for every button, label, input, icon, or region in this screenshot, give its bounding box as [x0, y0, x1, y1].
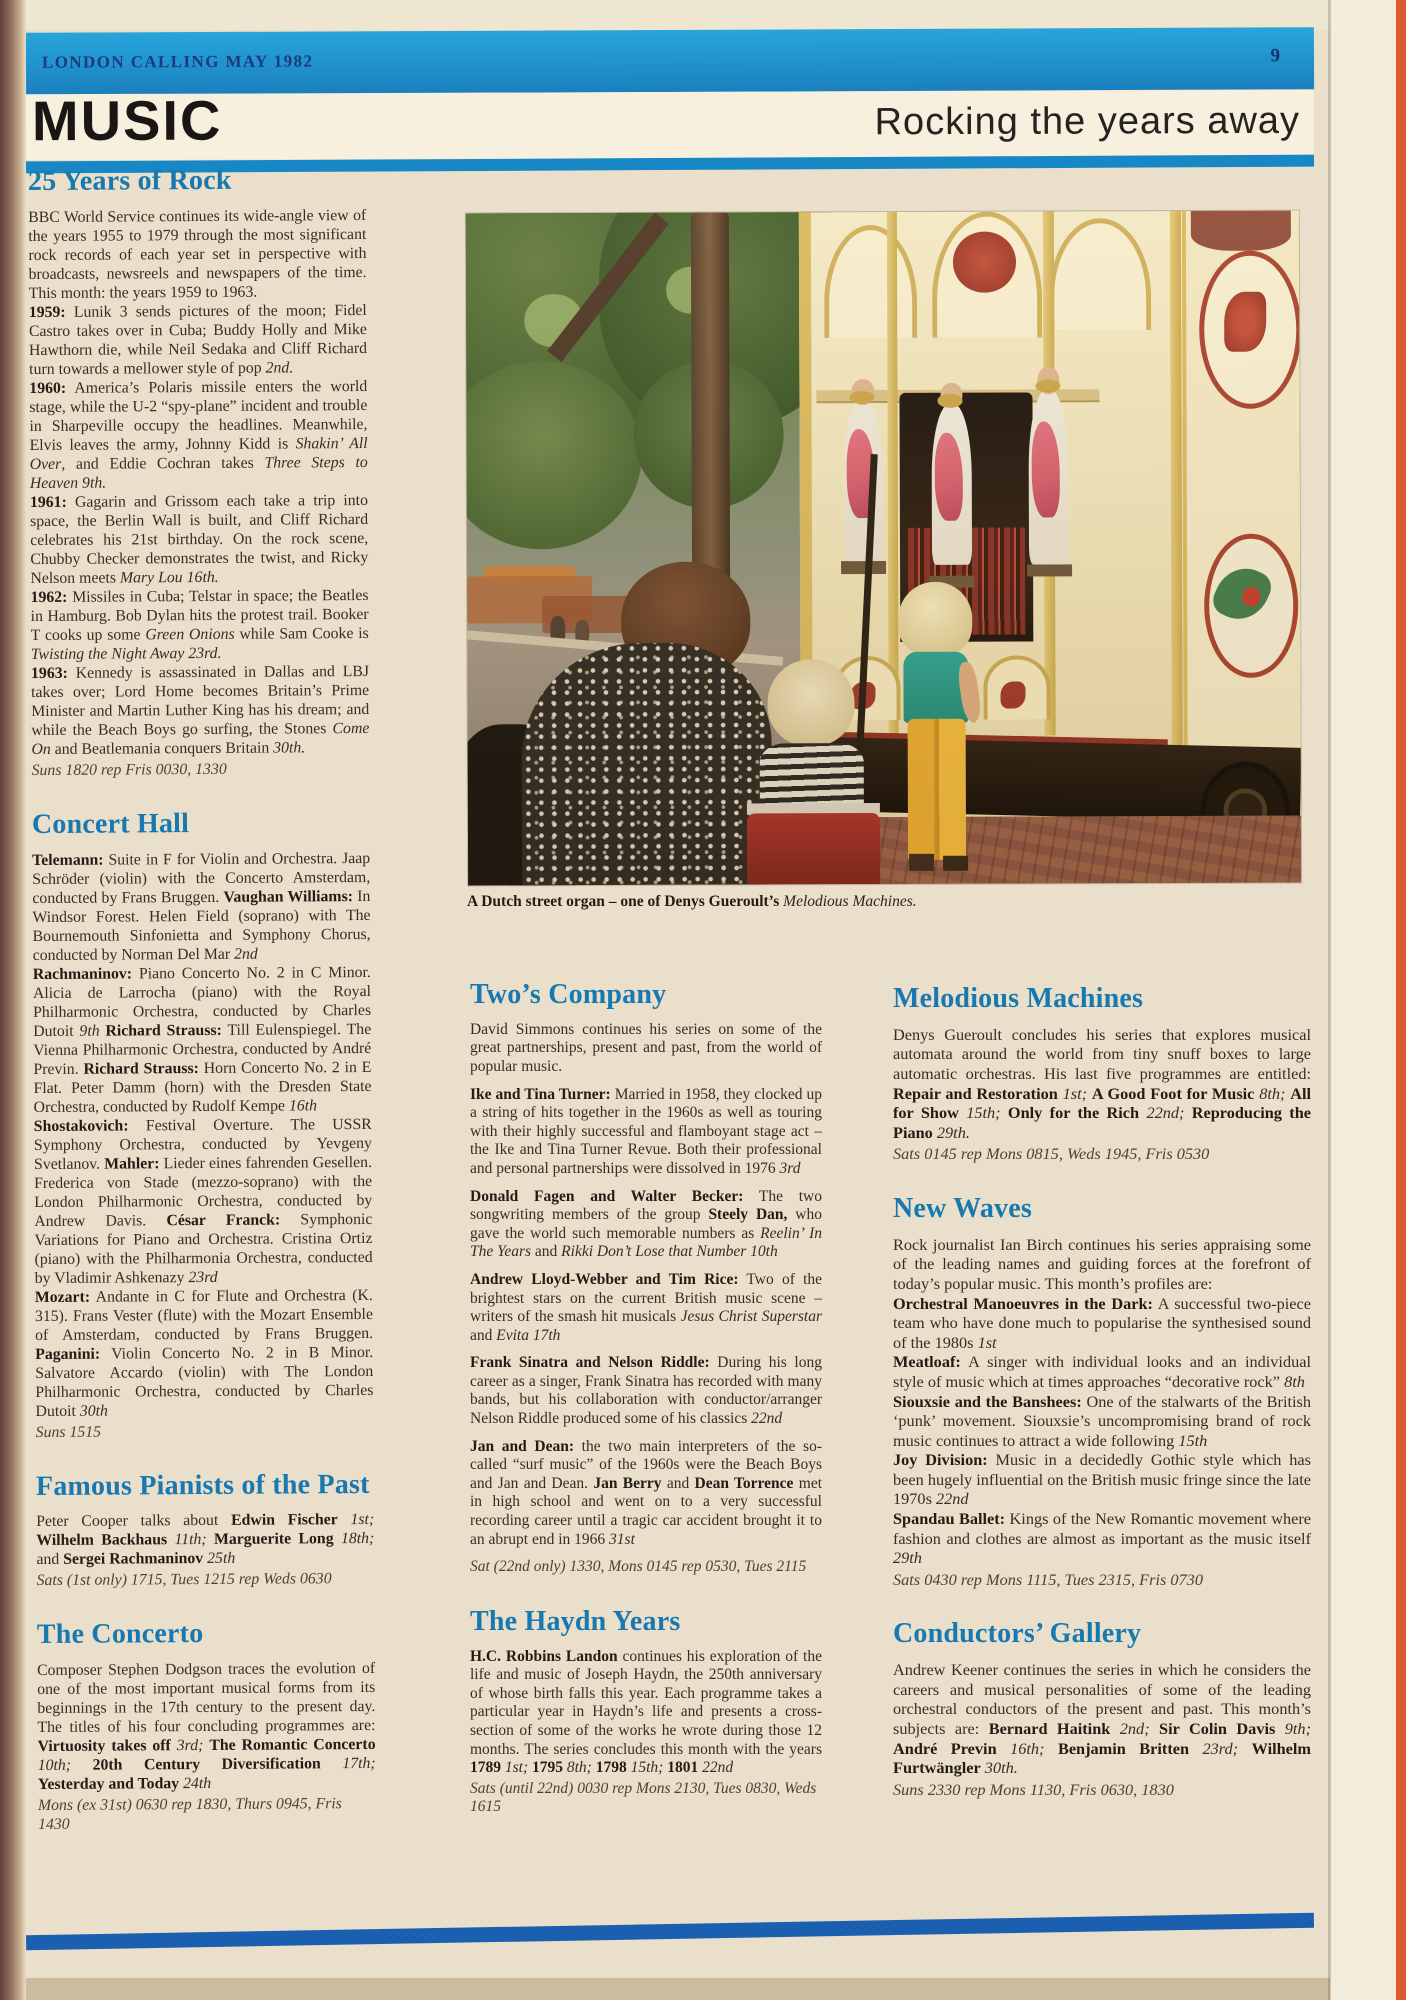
- paragraph: Andrew Keener continues the series in which he considers the careers and musical personalities of some of the leading orchestral conductors of the present and past. This month’s subjects are: Bernard Haitink 2nd; Sir Colin Davis 9th; André Previn 16th; Benjamin Britten 23rd; Wilhelm Furtwängler 30th.: [893, 1660, 1311, 1778]
- section-heading: The Concerto: [36, 1618, 204, 1651]
- paragraph: 1961: Gagarin and Grissom each take a trip into space, the Berlin Wall is built, and Cliff Richard celebrates his 21st birthday. On the rock scene, Chubby Checker demonstrates the twist, and Ricky Nelson meets Mary Lou 16th.: [29, 491, 369, 587]
- photo-caption: A Dutch street organ – one of Denys Gueroult’s Melodious Machines.: [467, 893, 917, 910]
- schedule-line: Sat (22nd only) 1330, Mons 0145 rep 0530, Tues 2115: [470, 1558, 807, 1576]
- organ-figurine: [843, 400, 884, 561]
- column-right: [893, 948, 1311, 1799]
- masthead-title: LONDON CALLING MAY 1982: [41, 51, 314, 72]
- paragraph: Siouxsie and the Banshees: One of the stalwarts of the British ‘punk’ movement. Siouxsie’s uncompromising brand of rock music continues to attract a wide following 15th: [893, 1391, 1311, 1450]
- paragraph: Denys Gueroult concludes his series that explores musical automata around the world from tiny snuff boxes to large automatic orchestras. His last five programmes are entitled: Repair and Restoration 1st; A Good Foot for Music 8th; All for Show 15th; Only for the Rich 22nd; Reproducing the Piano 29th.: [893, 1024, 1312, 1142]
- paragraph: 1959: Lunik 3 sends pictures of the moon; Fidel Castro takes over in Cuba; Buddy Holly and Mike Hawthorn die, while Neil Sedaka and Cliff Richard turn towards a mellower style of pop 2nd.: [28, 301, 368, 378]
- schedule-line: Sats 0430 rep Mons 1115, Tues 2315, Fris 0730: [893, 1569, 1203, 1589]
- section-heading: Conductors’ Gallery: [893, 1618, 1142, 1650]
- paragraph: Composer Stephen Dodgson traces the evolution of one of the most important musical forms from its beginnings in the 17th century to the present day. The titles of his four concluding programmes are: Virtuosity takes off 3rd; The Romantic Concerto 10th; 20th Century Diversification 17th; Yesterday and Today 24th: [37, 1660, 376, 1794]
- schedule-line: Suns 1820 rep Fris 0030, 1330: [31, 760, 227, 779]
- masthead-band: [26, 27, 1314, 95]
- binding-shadow: [0, 0, 26, 2000]
- column-left: [28, 165, 376, 1834]
- bottom-rule: [26, 1913, 1314, 1950]
- section-heading: Famous Pianists of the Past: [35, 1468, 370, 1502]
- street-organ-photo: [466, 211, 1301, 886]
- paragraph: BBC World Service continues its wide-angle view of the years 1955 to 1979 through the most significant rock records of each year set in perspective with broadcasts, newsreels and newspapers of the time. This month: the years 1959 to 1963.: [28, 206, 367, 302]
- section-heading: Concert Hall: [31, 807, 190, 840]
- figure-pedestal: [1027, 564, 1072, 576]
- child-blonde-hair: [899, 581, 973, 655]
- schedule-line: Suns 2330 rep Mons 1130, Fris 0630, 1830: [893, 1779, 1174, 1799]
- paragraph: Mozart: Andante in C for Flute and Orchestra (K. 315). Frans Vester (flute) with the Mozart Ensemble of Amsterdam, conducted by Frans Bruggen. Paganini: Violin Concerto No. 2 in B Minor. Salvatore Accardo (violin) with The London Philharmonic Orchestra, conducted by Charles Dutoit 30th: [34, 1286, 374, 1420]
- paragraph: H.C. Robbins Landon continues his exploration of the life and music of Joseph Haydn, the 250th anniversary of whose birth falls this year. Each programme takes a particular year in Haydn’s life and presents a cross-section of some of the works he wrote during those 12 months. The series concludes this month with the years 1789 1st; 1795 8th; 1798 15th; 1801 22nd: [470, 1647, 822, 1777]
- page-cut-line: [1328, 0, 1331, 2000]
- paragraph: Shostakovich: Festival Overture. The USSR Symphony Orchestra, conducted by Yevgeny Svetlanov. Mahler: Lieder eines fahrenden Gesellen. Frederica von Stade (mezzo-soprano) with the London Philharmonic Orchestra, conducted by Andrew Davis. César Franck: Symphonic Variations for Piano and Orchestra. Cristina Ortiz (piano) with the Philharmonia Orchestra, conducted by Vladimir Ashkenazy 23rd: [33, 1115, 373, 1287]
- paragraph: Donald Fagen and Walter Becker: The two songwriting members of the group Steely Dan, who gave the world such memorable numbers as Reelin’ In The Years and Rikki Don’t Lose that Number 10th: [470, 1187, 822, 1261]
- paragraph: Meatloaf: A singer with individual looks and an individual style of music which at times approaches “decorative rock” 8th: [893, 1352, 1311, 1391]
- page-edge-bottom: [0, 1978, 1406, 2000]
- organ-ornament: [1224, 291, 1266, 352]
- child-shoe: [910, 854, 935, 871]
- paragraph: Orchestral Manoeuvres in the Dark: A successful two-piece team who have done much to popularise the synthesised sound of the 1980s 1st: [893, 1293, 1311, 1352]
- child-yellow-trousers: [907, 719, 966, 860]
- schedule-line: Sats (until 22nd) 0030 rep Mons 2130, Tues 0830, Weds 1615: [470, 1779, 817, 1816]
- section-heading: The Haydn Years: [470, 1605, 681, 1637]
- cover-edge-strip: [1396, 0, 1406, 2000]
- paragraph: Frank Sinatra and Nelson Riddle: During his long career as a singer, Frank Sinatra has recorded with many bands, but his collaboration with conductor/arranger Nelson Riddle produced some of his classics 22nd: [470, 1354, 822, 1428]
- paragraph: Telemann: Suite in F for Violin and Orchestra. Jaap Schröder (violin) with the Concerto Amsterdam, conducted by Frans Bruggen. Vaughan Williams: In Windsor Forest. Helen Field (soprano) with The Bournemouth Sinfonietta and Symphony Chorus, conducted by Norman Del Mar 2nd: [32, 849, 371, 964]
- schedule-line: Mons (ex 31st) 0630 rep 1830, Thurs 0945, Fris 1430: [37, 1795, 342, 1834]
- paragraph: 1960: America’s Polaris missile enters the world stage, while the U-2 “spy-plane” incident and trouble in Sharpeville occupy the headlines. Meanwhile, Elvis leaves the army, Johnny Kidd is Shakin’ All Over, and Eddie Cochran takes Three Steps to Heaven 9th.: [29, 377, 368, 492]
- paragraph: 1962: Missiles in Cuba; Telstar in space; the Beatles in Hamburg. Bob Dylan hits the protest trail. Booker T cooks up some Green Onions while Sam Cooke is Twisting the Night Away 23rd.: [30, 586, 369, 663]
- organ-ornament: [1191, 211, 1291, 252]
- section-heading: Melodious Machines: [893, 983, 1144, 1014]
- paragraph: David Simmons continues his series on some of the great partnerships, present and past, from the world of popular music.: [470, 1020, 822, 1075]
- paragraph: Spandau Ballet: Kings of the New Romantic movement where fashion and clothes are almost as important as the music itself 29th: [893, 1509, 1312, 1568]
- figurine-hat: [938, 394, 963, 408]
- schedule-line: Sats 0145 rep Mons 0815, Weds 1945, Fris 0530: [893, 1144, 1210, 1164]
- paragraph: Ike and Tina Turner: Married in 1958, they clocked up a string of hits together in the 1960s as well as touring with their highly successful and flamboyant stage act – the Ike and Tina Turner Revue. Both their professional and personal partnerships were dissolved in 1976 3rd: [470, 1085, 823, 1177]
- section-heading: New Waves: [893, 1192, 1032, 1224]
- paragraph: Andrew Lloyd-Webber and Tim Rice: Two of the brightest stars on the current British music scene – writers of the smash hit musicals Jesus Christ Superstar and Evita 17th: [470, 1270, 822, 1344]
- page-edge-top: [0, 0, 1406, 30]
- organ-figurine: [931, 403, 972, 564]
- organ-pillar: [1170, 211, 1183, 802]
- organ-figurine: [1029, 389, 1070, 564]
- stroller-body: [747, 813, 881, 884]
- schedule-line: Sats (1st only) 1715, Tues 1215 rep Weds 0630: [36, 1570, 332, 1590]
- paragraph: Rock journalist Ian Birch continues his series appraising some of the leading names and guiding forces at the forefront of today’s popular music. This month’s profiles are:: [893, 1234, 1311, 1293]
- page-number: 9: [1270, 45, 1281, 67]
- paragraph: Rachmaninov: Piano Concerto No. 2 in C Minor. Alicia de Larrocha (piano) with the Royal Philharmonic Orchestra, conducted by Charles Dutoit 9th Richard Strauss: Till Eulenspiegel. The Vienna Philharmonic Orchestra, conducted by André Previn. Richard Strauss: Horn Concerto No. 2 in E Flat. Peter Damm (horn) with the Dresden State Orchestra, conducted by Rudolf Kempe 16th: [32, 963, 372, 1116]
- paragraph: Joy Division: Music in a decidedly Gothic style which has been hugely influential on the British music fringe since the late 1970s 22nd: [893, 1450, 1311, 1509]
- paragraph: Peter Cooper talks about Edwin Fischer 1st; Wilhelm Backhaus 11th; Marguerite Long 18th; and Sergei Rachmaninov 25th: [36, 1511, 375, 1569]
- section-heading: 25 Years of Rock: [27, 164, 232, 198]
- woman-floral-top: [521, 642, 772, 885]
- child-shoe: [943, 855, 968, 870]
- figure-pedestal: [841, 561, 886, 573]
- section-heading: Two’s Company: [470, 979, 667, 1010]
- title-band: [26, 90, 1314, 160]
- organ-pillar: [886, 212, 899, 736]
- schedule-line: Suns 1515: [35, 1423, 102, 1441]
- section-title: MUSIC: [31, 88, 223, 153]
- organ-ornament: [953, 232, 1016, 293]
- page-tagline: Rocking the years away: [874, 99, 1301, 144]
- child-blonde-hair: [767, 659, 855, 747]
- paragraph: Jan and Dean: the two main interpreters of the so-called “surf music” of the 1960s were the Beach Boys and Jan and Dean. Jan Berry and Dean Torrence met in high school and went on to a very successful recording career until a tragic car accident brought it to an abrupt end in 1966 31st: [470, 1437, 823, 1548]
- paragraph: 1963: Kennedy is assassinated in Dallas and LBJ takes over; Lord Home becomes Britain’s Prime Minister and Martin Luther King has his dream; and while the Beach Boys go surfing, the Stones Come On and Beatlemania conquers Britain 30th.: [30, 662, 370, 758]
- column-middle: [470, 948, 822, 1817]
- page-edge-right: [1330, 0, 1396, 2000]
